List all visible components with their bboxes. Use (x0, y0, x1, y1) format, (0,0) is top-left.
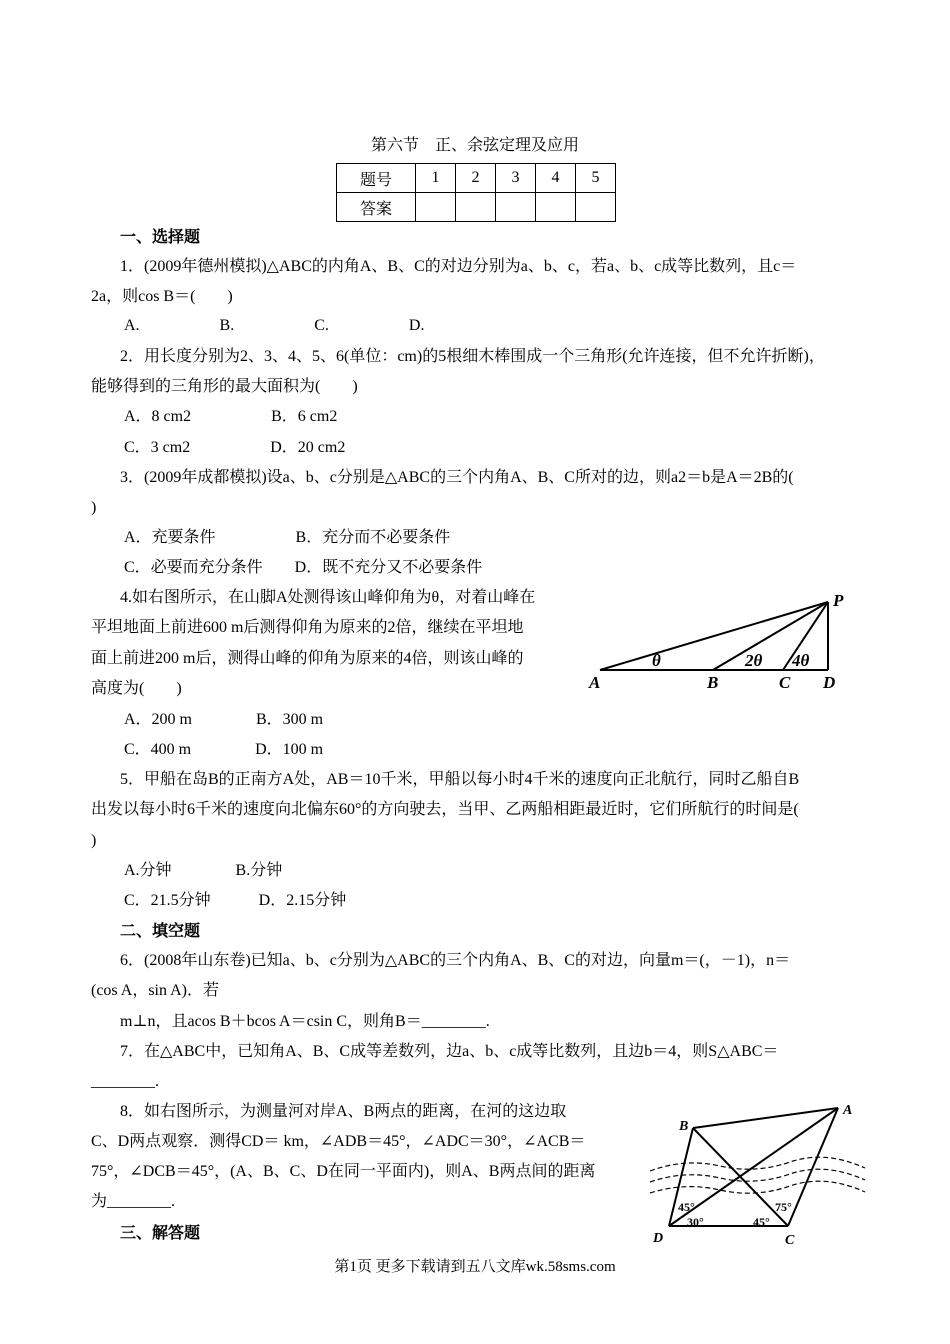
mountain-angle-figure (585, 588, 855, 692)
answer-table-num: 4 (536, 164, 576, 193)
question-8-line-1: 8．如右图所示，为测量河对岸A、B两点的距离，在河的这边取 (120, 1103, 567, 1120)
label-c: C (785, 1233, 795, 1248)
label-c: C (779, 673, 791, 692)
label-d: D (823, 673, 836, 692)
answer-table-num: 5 (576, 164, 616, 193)
section-heading-choice: 一、选择题 (120, 227, 201, 246)
answer-cell[interactable] (416, 193, 456, 222)
question-5-line-2: 出发以每小时6千米的速度向北偏东60°的方向驶去，当甲、乙两船相距最近时，它们所航行的时间是( (91, 801, 799, 818)
answer-cell[interactable] (536, 193, 576, 222)
answer-table-num: 2 (456, 164, 496, 193)
label-b: B (707, 673, 719, 692)
question-5-line-1: 5．甲船在岛B的正南方A处，AB＝10千米，甲船以每小时4千米的速度向正北航行，同时乙船自B (120, 771, 800, 788)
question-6-line-2: (cos A，sin A)．若 (91, 982, 220, 999)
answer-table (336, 163, 616, 222)
question-6-line-3: m⊥n，且acos B＋bcos A＝csin C，则角B＝________. (120, 1013, 490, 1030)
label-d: D (653, 1231, 664, 1246)
question-3-options-ab: A．充要条件 B．充分而不必要条件 (124, 529, 451, 546)
page-title: 第六节 正、余弦定理及应用 (370, 137, 579, 154)
label-a: A (589, 673, 601, 692)
section-heading-solve: 三、解答题 (120, 1223, 201, 1242)
label-p: P (833, 591, 844, 610)
label-b: B (679, 1119, 689, 1134)
question-3-options-cd: C．必要而充分条件 D．既不充分又不必要条件 (124, 559, 483, 576)
angle-adb: 45° (678, 1200, 695, 1214)
answer-table-num: 1 (416, 164, 456, 193)
label-a: A (843, 1103, 853, 1118)
question-8-line-3: 75°，∠DCB＝45°，(A、B、C、D在同一平面内)，则A、B两点间的距离 (91, 1163, 596, 1180)
question-2-line-2: 能够得到的三角形的最大面积为( ) (91, 378, 358, 395)
question-4-options-ab: A．200 m B．300 m (124, 711, 324, 728)
question-4-line-1: 4.如右图所示，在山脚A处测得该山峰仰角为θ，对着山峰在 (120, 589, 536, 606)
angle-4theta: 4θ (792, 651, 810, 670)
question-7-line-1: 7．在△ABC中，已知角A、B、C成等差数列，边a、b、c成等比数列，且边b＝4，则S△ABC＝ (120, 1043, 779, 1060)
answer-table-num: 3 (496, 164, 536, 193)
question-4-line-4: 高度为( ) (91, 680, 182, 697)
angle-acb: 75° (775, 1200, 792, 1214)
question-4-options-cd: C．400 m D．100 m (124, 741, 324, 758)
answer-table-header: 题号 (337, 164, 416, 193)
question-4-line-3: 面上前进200 m后，测得山峰的仰角为原来的4倍，则该山峰的 (91, 650, 524, 667)
question-2-options-ab: A．8 cm2 B．6 cm2 (124, 408, 338, 425)
river-survey-figure (645, 1098, 870, 1248)
question-8-line-2: C、D两点观察．测得CD＝ km，∠ADB＝45°，∠ADC＝30°，∠ACB＝ (91, 1133, 586, 1150)
question-4-line-2: 平坦地面上前进600 m后测得仰角为原来的2倍，继续在平坦地 (91, 619, 524, 636)
angle-dcb: 45° (753, 1215, 770, 1229)
angle-adc: 30° (687, 1215, 704, 1229)
question-1-options: A. B. C. D. (124, 317, 425, 334)
answer-cell[interactable] (576, 193, 616, 222)
question-5-options-cd: C．21.5分钟 D．2.15分钟 (124, 892, 347, 909)
question-5-options-ab: A.分钟 B.分钟 (124, 862, 283, 879)
question-2-options-cd: C．3 cm2 D．20 cm2 (124, 439, 346, 456)
angle-2theta: 2θ (745, 651, 763, 670)
question-5-line-3: ) (91, 832, 97, 849)
question-3-line-2: ) (91, 499, 97, 516)
section-heading-fill: 二、填空题 (120, 921, 201, 940)
answer-cell[interactable] (496, 193, 536, 222)
question-1-line-2: 2a，则cos B＝( ) (91, 288, 233, 305)
question-2-line-1: 2．用长度分别为2、3、4、5、6(单位：cm)的5根细木棒围成一个三角形(允许连接，但不允许折断)， (120, 348, 825, 365)
question-8-line-4: 为________. (91, 1193, 176, 1210)
question-6-line-1: 6．(2008年山东卷)已知a、b、c分别为△ABC的三个内角A、B、C的对边，向量m＝(，－1)，n＝ (120, 952, 791, 969)
answer-cell[interactable] (456, 193, 496, 222)
question-7-line-2: ________. (91, 1073, 159, 1090)
page-footer: 第1页 更多下载请到五八文库wk.58sms.com (334, 1259, 616, 1275)
answer-table-row-label: 答案 (337, 193, 416, 222)
angle-theta: θ (652, 651, 661, 670)
question-1-line-1: 1．(2009年德州模拟)△ABC的内角A、B、C的对边分别为a、b、c，若a、b、c成等比数列，且c＝ (120, 258, 797, 275)
question-3-line-1: 3．(2009年成都模拟)设a、b、c分别是△ABC的三个内角A、B、C所对的边，则a2＝b是A＝2B的( (120, 469, 794, 486)
